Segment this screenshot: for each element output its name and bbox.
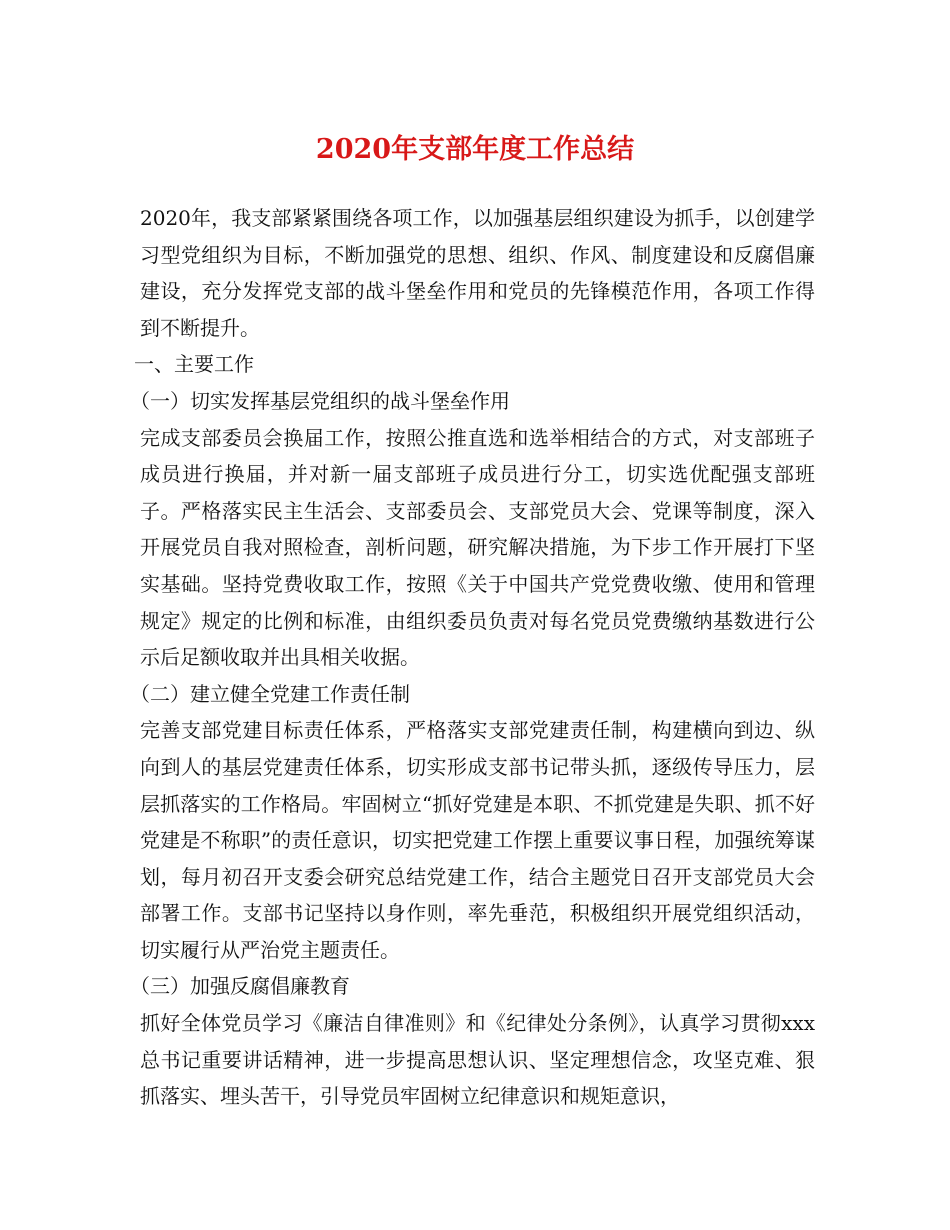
subsection-heading-2: （二）建立健全党建工作责任制 xyxy=(130,681,410,706)
subsection-heading-1: （一）切实发挥基层党组织的战斗堡垒作用 xyxy=(130,388,510,413)
subsection-paragraph-3: 抓好全体党员学习《廉洁自律准则》和《纪律处分条例》，认真学习贯彻xxx总书记重要讲话精神，进一步提高思想认识、坚定理想信念，攻坚克难、狠抓落实、埋头苦干，引导党员牢固树立纪律意识和规矩意识， xyxy=(140,1011,815,1109)
intro-paragraph: 2020年，我支部紧紧围绕各项工作，以加强基层组织建设为抓手，以创建学习型党组织为目标，不断加强党的思想、组织、作风、制度建设和反腐倡廉建设，充分发挥党支部的战斗堡垒作用和党员的先锋模范作用，各项工作得到不断提升。 xyxy=(140,206,815,340)
subsection-heading-3: （三）加强反腐倡廉教育 xyxy=(130,974,350,999)
subsection-paragraph-2: 完善支部党建目标责任体系，严格落实支部党建责任制，构建横向到边、纵向到人的基层党建责任体系，切实形成支部书记带头抓，逐级传导压力，层层抓落实的工作格局。牢固树立“抓好党建是本职、不抓党建是失职、抓不好党建是不称职”的责任意识，切实把党建工作摆上重要议事日程，加强统筹谋划，每月初召开支委会研究总结党建工作，结合主题党日召开支部党员大会部署工作。支部书记坚持以身作则，率先垂范，积极组织开展党组织活动，切实履行从严治党主题责任。 xyxy=(140,718,815,962)
document-title: 2020年支部年度工作总结 xyxy=(315,134,635,165)
document-body xyxy=(130,200,815,1115)
subsection-paragraph-1: 完成支部委员会换届工作，按照公推直选和选举相结合的方式，对支部班子成员进行换届，并对新一届支部班子成员进行分工，切实选优配强支部班子。严格落实民主生活会、支部委员会、支部党员大会、党课等制度，深入开展党员自我对照检查，剖析问题，研究解决措施，为下步工作开展打下坚实基础。坚持党费收取工作，按照《关于中国共产党党费收缴、使用和管理规定》规定的比例和标准，由组织委员负责对每名党员党费缴纳基数进行公示后足额收取并出具相关收据。 xyxy=(140,425,815,670)
section-heading-main-work: 一、主要工作 xyxy=(134,352,254,377)
